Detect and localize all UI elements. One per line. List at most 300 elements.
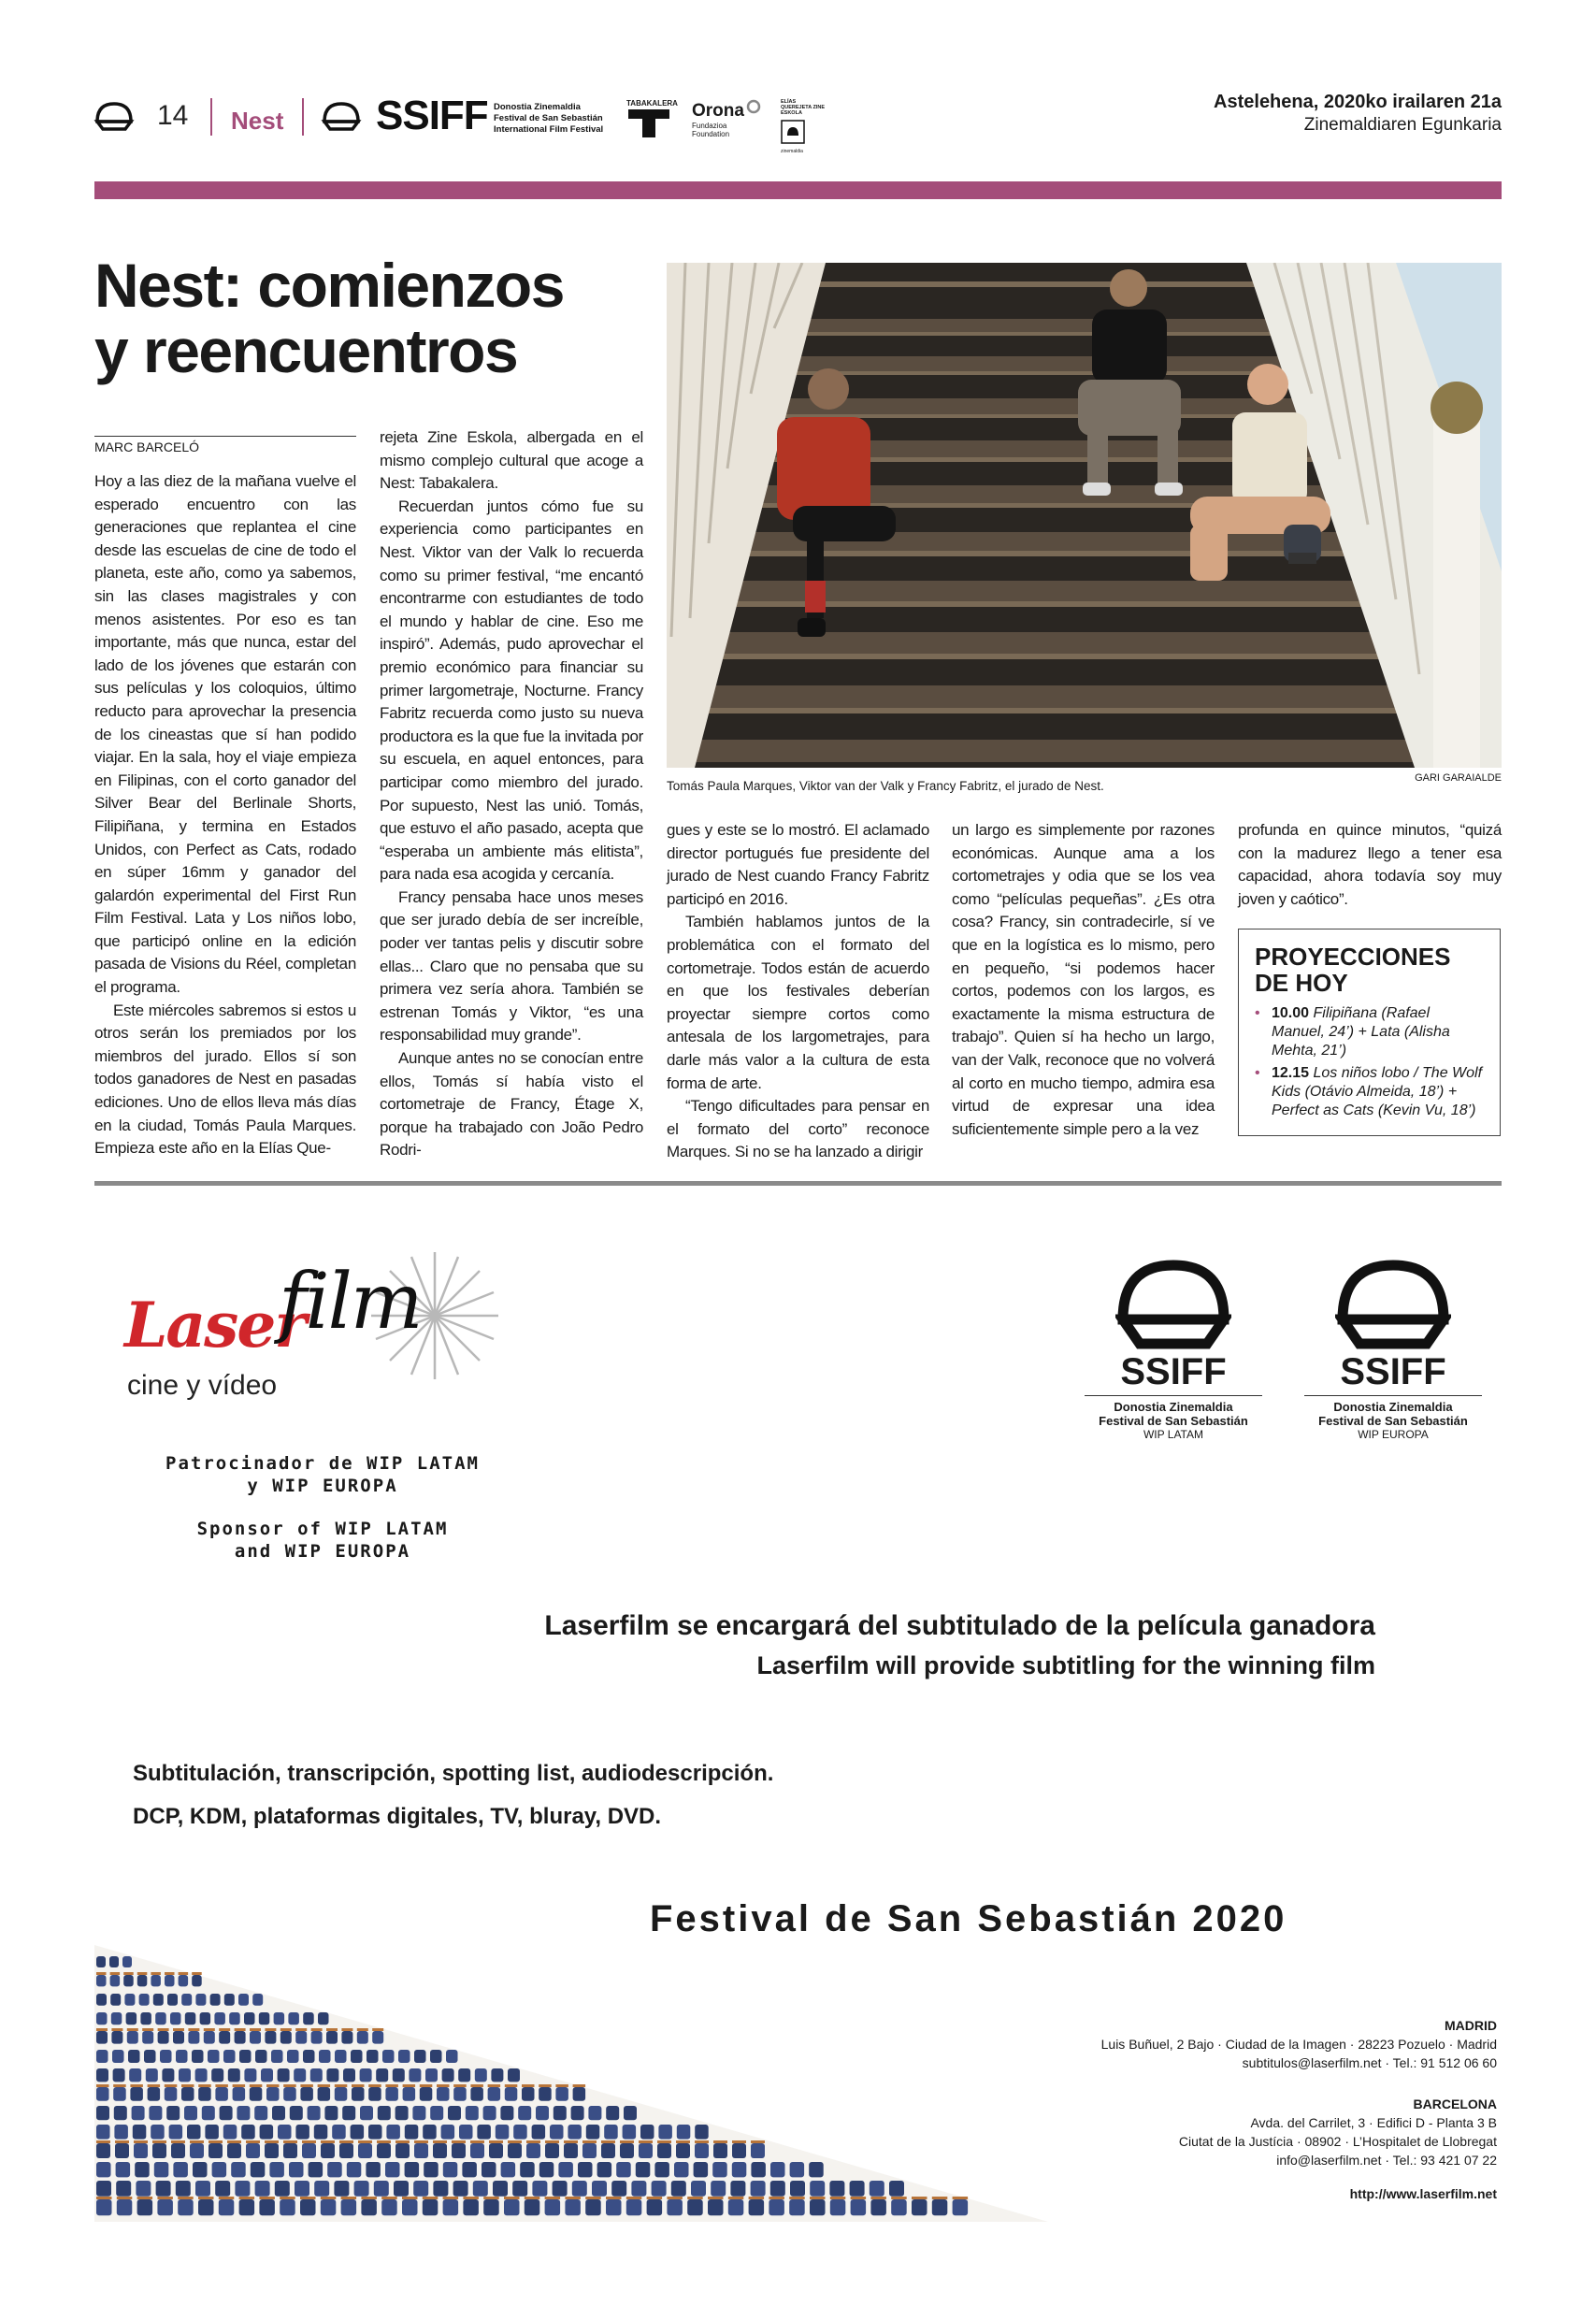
seat <box>96 2106 109 2120</box>
seat <box>250 2031 261 2044</box>
seat-back <box>318 2084 331 2087</box>
seat-back <box>204 2028 215 2031</box>
seat-back <box>585 2197 601 2199</box>
ssiff-shell-icon <box>321 101 362 133</box>
seat <box>130 2087 143 2101</box>
seat-back <box>381 2197 397 2199</box>
seat <box>126 2012 137 2025</box>
seat-back <box>123 1972 134 1975</box>
seat <box>173 2031 184 2044</box>
seat <box>382 2050 395 2063</box>
seat-back <box>250 2028 261 2031</box>
laserfilm-logo-laser: Laser <box>124 1289 306 1362</box>
seat <box>433 2181 448 2197</box>
seat <box>319 2050 331 2063</box>
seat <box>310 2068 323 2082</box>
seat <box>372 2031 383 2044</box>
seat-back <box>483 2197 499 2199</box>
seat <box>443 2199 459 2215</box>
screenings-title: PROYECCIONES DE HOY <box>1255 943 1451 997</box>
paragraph: Francy pensaba hace unos meses que ser jurado debía de ser increíble, poder ver tantas pelis y discutir sobre ellas... Claro que no pensaba que su primera vez sería ahora. También se estrenan Tomás y Viktor, “es una responsabilidad muy grande”. <box>380 887 643 1045</box>
seat-back <box>582 2140 597 2143</box>
text-column-1 <box>94 470 356 1160</box>
seat <box>124 1994 135 2006</box>
seat <box>195 2068 208 2082</box>
seat-back <box>470 2084 483 2087</box>
ad-headline-en: Laserfilm will provide subtitling for the winning film <box>756 1651 1375 1679</box>
seat <box>712 2162 727 2177</box>
seat <box>526 2143 540 2158</box>
seat <box>223 2125 237 2140</box>
address-madrid: MADRID Luis Buñuel, 2 Bajo · Ciudad de la Imagen · 28223 Pozuelo · Madrid subtitulos@laserfilm.net · Tel.: 91 512 06 60 <box>1100 2018 1497 2070</box>
seat <box>287 2050 299 2063</box>
seat <box>631 2181 646 2197</box>
seat <box>169 2125 183 2140</box>
seat-back <box>620 2140 634 2143</box>
seat <box>347 2162 362 2177</box>
seat <box>156 2181 171 2197</box>
seat-back <box>208 2140 223 2143</box>
seat <box>259 2199 275 2215</box>
seat <box>458 2068 470 2082</box>
seat <box>601 2143 615 2158</box>
seat <box>473 2181 488 2197</box>
seat <box>184 2106 197 2120</box>
seat-back <box>420 2084 433 2087</box>
seat <box>327 2162 342 2177</box>
seat <box>278 2068 290 2082</box>
seat <box>96 2143 110 2158</box>
ad-festival-title: Festival de San Sebastián 2020 <box>650 1898 1287 1939</box>
seat <box>769 2199 784 2215</box>
seat-back <box>810 2197 826 2199</box>
seat <box>96 2050 108 2063</box>
seat <box>211 2068 223 2082</box>
seat <box>198 2199 214 2215</box>
ssiff-shell-icon <box>93 101 135 133</box>
header-divider <box>302 98 304 136</box>
seat <box>96 2199 112 2215</box>
seat <box>366 2162 381 2177</box>
seat <box>536 2106 549 2120</box>
seat <box>620 2143 634 2158</box>
seat <box>381 2199 397 2215</box>
text-column-5 <box>1238 819 1502 911</box>
seat <box>149 2106 162 2120</box>
seat <box>640 2125 654 2140</box>
seat-back <box>198 2197 214 2199</box>
seat-back <box>687 2197 703 2199</box>
header-divider <box>210 98 212 136</box>
seat-back <box>606 2197 622 2199</box>
seat-back <box>728 2197 744 2199</box>
seat <box>403 2087 416 2101</box>
seat-back <box>953 2197 969 2199</box>
seat <box>96 2162 111 2177</box>
seat <box>326 2031 338 2044</box>
seat <box>137 2199 153 2215</box>
seat-back <box>321 2140 335 2143</box>
seat <box>676 2143 690 2158</box>
seat <box>488 2087 501 2101</box>
ssiff-subtitle: Donostia Zinemaldia Festival de San Sebastián International Film Festival <box>494 102 604 135</box>
seat <box>654 2162 669 2177</box>
seat-back <box>198 2084 211 2087</box>
seat-back <box>749 2197 765 2199</box>
seat <box>572 2181 587 2197</box>
seat-back <box>488 2084 501 2087</box>
seat <box>114 2106 127 2120</box>
seat <box>116 2181 131 2197</box>
seat-back <box>265 2028 276 2031</box>
ssiff-wordmark: SSIFF <box>376 93 488 138</box>
seat-back <box>626 2197 642 2199</box>
seat <box>204 2031 215 2044</box>
seat-back <box>151 1972 161 1975</box>
seat <box>508 2068 520 2082</box>
seat <box>790 2162 805 2177</box>
seat <box>493 2181 508 2197</box>
seat <box>208 2143 223 2158</box>
seat <box>165 2087 178 2101</box>
seat <box>652 2181 667 2197</box>
seat <box>501 2162 516 2177</box>
seat <box>708 2199 724 2215</box>
seat <box>303 2012 314 2025</box>
seat-back <box>555 2084 568 2087</box>
seat-back <box>695 2140 709 2143</box>
seat <box>96 1975 107 1986</box>
seat <box>227 2143 241 2158</box>
seat <box>288 2012 299 2025</box>
seat <box>732 2162 747 2177</box>
seat <box>274 2012 285 2025</box>
seat <box>290 2106 303 2120</box>
seat <box>604 2125 618 2140</box>
seat <box>255 2181 270 2197</box>
seat <box>508 2143 522 2158</box>
seat-back <box>452 2140 466 2143</box>
seat <box>592 2181 607 2197</box>
seat <box>266 2087 280 2101</box>
seat <box>539 2087 552 2101</box>
seat <box>271 2050 283 2063</box>
seat <box>115 2143 129 2158</box>
seat <box>658 2125 672 2140</box>
seat-back <box>639 2140 653 2143</box>
seat-back <box>453 2084 467 2087</box>
seat <box>261 2068 273 2082</box>
seat <box>437 2087 450 2101</box>
seat <box>770 2162 785 2177</box>
seat <box>154 2162 169 2177</box>
seat <box>751 2162 766 2177</box>
seat <box>851 2199 867 2215</box>
seat <box>352 2087 365 2101</box>
seat <box>932 2199 948 2215</box>
seat <box>272 2106 285 2120</box>
seat <box>239 2050 252 2063</box>
seat <box>413 2181 428 2197</box>
seat <box>585 2199 601 2215</box>
seat-back <box>423 2197 439 2199</box>
seat <box>483 2106 496 2120</box>
seat-back <box>235 2028 246 2031</box>
seat <box>318 2087 331 2101</box>
seat <box>178 2199 194 2215</box>
seat <box>578 2162 593 2177</box>
paragraph: un largo es simplemente por razones económicas. Aunque ama a los cortometrajes y odia que se los vea como “películas pequeñas”. ¿Es otra cosa? Francy, sin contradecirle, sí ve que en la logística es lo mismo, pero en pequeño, “si podemos hacer cortos, podemos con los largos, es exactamente la misma estructura de trabajo”. Quien sí ha hecho un largo, van der Valk, reconoce que no volverá al corto en mucho tiempo, admira esa virtud de expresar una idea suficientemente simple pero a la vez <box>952 821 1215 1138</box>
seat <box>790 2181 805 2197</box>
seat <box>553 2181 568 2197</box>
paragraph: gues y este se lo mostró. El aclamado director portugués fue presidente del jurado de Nest cuando Francy Fabritz participó en 2016. <box>667 821 929 908</box>
seat <box>616 2162 631 2177</box>
seat-back <box>96 2140 110 2143</box>
seat <box>96 2012 108 2025</box>
seat-back <box>335 2084 348 2087</box>
seat-back <box>190 2140 204 2143</box>
seat <box>151 2125 165 2140</box>
seat-back <box>96 2197 112 2199</box>
seat <box>423 2199 439 2215</box>
seat <box>829 2181 844 2197</box>
seat-back <box>179 1972 189 1975</box>
seat <box>334 2181 349 2197</box>
seat-back <box>385 2084 398 2087</box>
seat <box>303 2050 315 2063</box>
seat <box>158 2031 169 2044</box>
seat-back <box>283 2140 297 2143</box>
seat <box>223 2050 236 2063</box>
seat <box>260 2125 274 2140</box>
article-headline: Nest: comienzos y reencuentros <box>94 251 564 385</box>
seat <box>153 1994 164 2006</box>
seat <box>751 2181 766 2197</box>
seat-back <box>414 2140 428 2143</box>
seat <box>283 2143 297 2158</box>
seat-back <box>173 2028 184 2031</box>
seat <box>496 2125 510 2140</box>
seat-back <box>545 2140 559 2143</box>
seat <box>96 1994 107 2006</box>
seat <box>810 2199 826 2215</box>
seat <box>140 2012 151 2025</box>
seat <box>241 2125 255 2140</box>
seat-back <box>188 2028 199 2031</box>
seat-back <box>295 2028 307 2031</box>
photo-credit: GARI GARAIALDE <box>1415 772 1502 784</box>
seat <box>463 2199 479 2215</box>
seat <box>151 1975 161 1986</box>
seat <box>568 2125 582 2140</box>
seat <box>374 2181 389 2197</box>
seat-back <box>148 2084 161 2087</box>
paragraph: También hablamos juntos de la problemática con el formato del cortometraje. Todos están de acuerdo en que los festivales deberían proyectar siempre cortos como antesala de los largometrajes, para darle más valor a la cultura de esta forma de arte. <box>667 913 929 1092</box>
seat <box>394 2181 409 2197</box>
seat-back <box>470 2140 484 2143</box>
seat <box>302 2143 316 2158</box>
seat <box>171 2143 185 2158</box>
seat <box>239 2199 255 2215</box>
photo-caption: Tomás Paula Marques, Viktor van der Valk y Francy Fabritz, el jurado de Nest. <box>667 779 1104 793</box>
seat <box>588 2106 601 2120</box>
seat-back <box>489 2140 503 2143</box>
seat <box>96 2068 108 2082</box>
seat <box>339 2143 353 2158</box>
seat <box>809 2162 824 2177</box>
seat <box>250 2087 263 2101</box>
seat <box>361 2199 377 2215</box>
seat <box>385 2087 398 2101</box>
text-column-4 <box>952 819 1215 1141</box>
seat <box>205 2125 219 2140</box>
ssiff-shell-icon <box>1115 1258 1231 1351</box>
seat <box>414 2050 426 2063</box>
seat <box>953 2199 969 2215</box>
seat <box>215 2087 228 2101</box>
byline-rule <box>94 436 356 437</box>
seat <box>376 2068 388 2082</box>
text-column-3 <box>667 819 929 1164</box>
seat-back <box>713 2140 727 2143</box>
seat <box>283 2087 296 2101</box>
seat <box>113 2087 126 2101</box>
website-link[interactable]: http://www.laserfilm.net <box>1349 2186 1497 2201</box>
seat-back <box>96 2084 109 2087</box>
seat <box>122 1956 132 1967</box>
seat <box>162 2068 174 2082</box>
seat <box>483 2199 499 2215</box>
seat <box>231 2162 246 2177</box>
seat <box>96 2087 109 2101</box>
seat-back <box>508 2140 522 2143</box>
seat <box>412 2106 425 2120</box>
laserfilm-logo-film: film <box>279 1258 422 1347</box>
seat <box>671 2181 686 2197</box>
sponsor-text-es: Patrocinador de WIP LATAM y WIP EUROPA <box>165 1453 480 1496</box>
seat-back <box>96 2028 108 2031</box>
seat <box>224 1994 235 2006</box>
seat <box>393 2068 405 2082</box>
seat <box>505 2087 518 2101</box>
seat <box>96 2125 110 2140</box>
seat <box>425 2068 438 2082</box>
seat-back <box>181 2084 194 2087</box>
seat <box>466 2106 479 2120</box>
seat <box>470 2143 484 2158</box>
seat <box>195 1994 206 2006</box>
seat <box>96 1956 106 1967</box>
seat-back <box>127 2028 138 2031</box>
seat <box>134 2143 148 2158</box>
seat <box>144 2050 156 2063</box>
seat <box>586 2125 600 2140</box>
seat-back <box>443 2197 459 2199</box>
seat <box>368 2125 382 2140</box>
seat <box>155 2012 166 2025</box>
seat <box>324 2106 338 2120</box>
seat-back <box>377 2140 391 2143</box>
seat-back <box>395 2140 410 2143</box>
seat-back <box>601 2140 615 2143</box>
seat <box>110 1994 121 2006</box>
seat <box>146 2068 158 2082</box>
paragraph: Este miércoles sabremos si estos u otros serán los premiados por los miembros del jurado. Ellos sí son todos ganadores de Nest en pasadas ediciones. Uno de ellos lleva más días en la ciudad, Tomás Paula Marques. Empieza este año en la Elías Que- <box>94 1001 356 1158</box>
seat <box>219 2031 230 2044</box>
seat <box>228 2068 240 2082</box>
seat <box>912 2199 927 2215</box>
seat <box>564 2143 578 2158</box>
seat <box>187 2125 201 2140</box>
seat <box>477 2125 491 2140</box>
seat-back <box>912 2197 927 2199</box>
seat <box>623 2125 637 2140</box>
seat <box>314 2181 329 2197</box>
seat <box>695 2143 709 2158</box>
issue-date: Astelehena, 2020ko irailaren 21a <box>1214 92 1502 112</box>
seat <box>674 2162 689 2177</box>
seat-back <box>341 2197 357 2199</box>
seat <box>300 2087 313 2101</box>
laserfilm-tagline: cine y vídeo <box>127 1370 278 1401</box>
seat <box>321 2143 335 2158</box>
seat-back <box>830 2197 846 2199</box>
seat <box>368 2087 381 2101</box>
paragraph: profunda en quince minutos, “quizá con la madurez llego a tener esa capacidad, ahora todavía soy muy joven y caótico”. <box>1238 821 1502 908</box>
seat-back <box>732 2140 746 2143</box>
header-rule <box>94 181 1502 199</box>
seat <box>179 1975 189 1986</box>
paragraph: rejeta Zine Eskola, albergada en el mismo complejo cultural que acoge a Nest: Tabakalera. <box>380 428 643 493</box>
seat <box>96 2031 108 2044</box>
seat-back <box>545 2197 561 2199</box>
seat-back <box>171 2140 185 2143</box>
seat <box>341 2031 352 2044</box>
seat <box>770 2181 785 2197</box>
seat-back <box>402 2197 418 2199</box>
seat <box>830 2199 846 2215</box>
seat <box>166 2106 180 2120</box>
seat <box>360 2068 372 2082</box>
seat <box>657 2143 671 2158</box>
seat <box>111 2031 122 2044</box>
seat <box>810 2181 825 2197</box>
seat-back <box>137 1972 148 1975</box>
ssiff-shell-icon <box>1335 1258 1451 1351</box>
address-barcelona: BARCELONA Avda. del Carrilet, 3 · Edifici D - Planta 3 B Ciutat de la Justícia · 08902 · L’Hospitalet de Llobregat info@laserfilm.net · Tel.: 93 421 07 22 <box>1178 2097 1497 2168</box>
seat <box>289 2162 304 2177</box>
seat <box>269 2162 284 2177</box>
seat-back <box>115 2140 129 2143</box>
seat <box>730 2181 745 2197</box>
seat-back <box>280 2028 292 2031</box>
seat <box>550 2125 564 2140</box>
seat <box>219 2199 235 2215</box>
seat <box>321 2199 337 2215</box>
seat-back <box>111 2028 122 2031</box>
seat <box>433 2143 447 2158</box>
seat <box>606 2106 619 2120</box>
seat <box>252 1994 263 2006</box>
seat-back <box>932 2197 948 2199</box>
seat <box>235 2031 246 2044</box>
seat <box>113 2068 125 2082</box>
seat <box>518 2106 531 2120</box>
seat <box>732 2143 746 2158</box>
seat <box>170 2012 181 2025</box>
text-column-2 <box>380 426 643 1162</box>
byline: MARC BARCELÓ <box>94 440 200 454</box>
